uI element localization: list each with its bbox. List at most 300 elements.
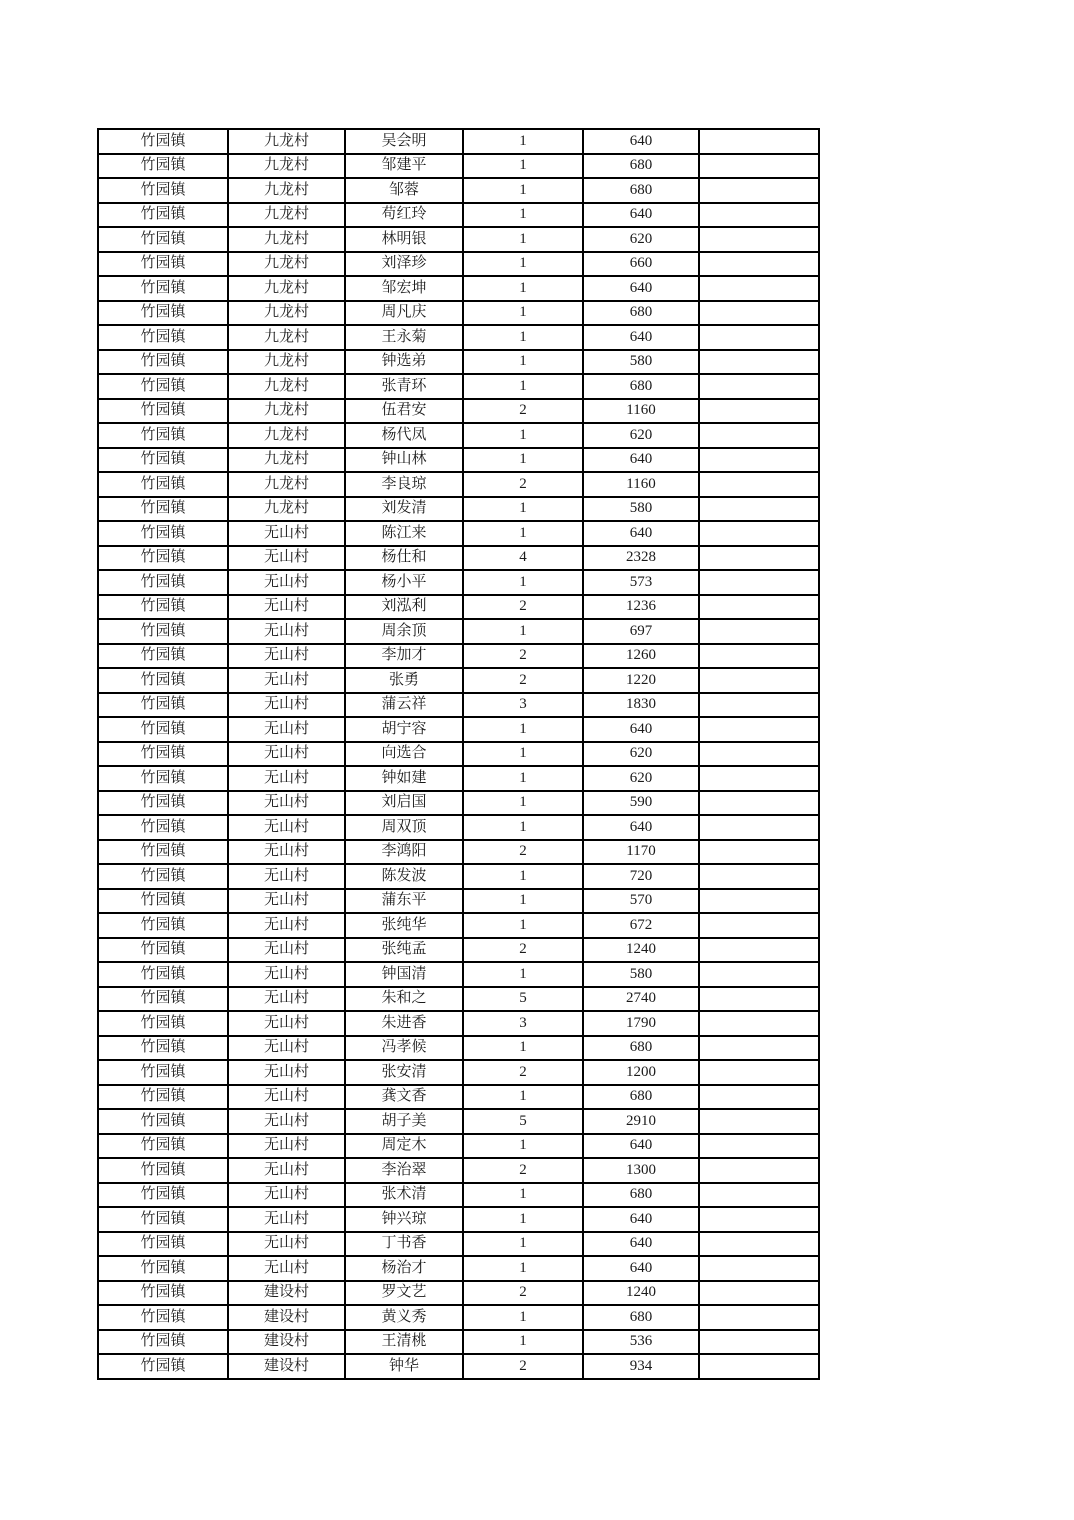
cell-village: 无山村 <box>228 815 345 840</box>
cell-town: 竹园镇 <box>98 399 228 424</box>
cell-town: 竹园镇 <box>98 913 228 938</box>
cell-blank <box>699 644 819 669</box>
cell-village: 无山村 <box>228 546 345 571</box>
cell-town: 竹园镇 <box>98 546 228 571</box>
cell-village: 无山村 <box>228 962 345 987</box>
table-row <box>98 766 819 791</box>
cell-blank <box>699 1158 819 1183</box>
cell-town: 竹园镇 <box>98 693 228 718</box>
cell-blank <box>699 154 819 179</box>
cell-count: 5 <box>463 1109 583 1134</box>
cell-blank <box>699 1060 819 1085</box>
cell-amount: 580 <box>583 962 699 987</box>
cell-amount: 934 <box>583 1354 699 1379</box>
cell-person-name: 丁书香 <box>345 1232 463 1257</box>
table-row <box>98 742 819 767</box>
cell-blank <box>699 1207 819 1232</box>
cell-village: 无山村 <box>228 742 345 767</box>
cell-village: 无山村 <box>228 938 345 963</box>
cell-count: 1 <box>463 570 583 595</box>
cell-blank <box>699 693 819 718</box>
cell-town: 竹园镇 <box>98 350 228 375</box>
cell-person-name: 张术清 <box>345 1183 463 1208</box>
cell-town: 竹园镇 <box>98 423 228 448</box>
cell-village: 建设村 <box>228 1305 345 1330</box>
cell-blank <box>699 668 819 693</box>
cell-person-name: 杨小平 <box>345 570 463 595</box>
cell-amount: 680 <box>583 1305 699 1330</box>
cell-person-name: 李治翠 <box>345 1158 463 1183</box>
cell-count: 1 <box>463 1085 583 1110</box>
cell-town: 竹园镇 <box>98 1036 228 1061</box>
cell-person-name: 朱和之 <box>345 987 463 1012</box>
cell-village: 九龙村 <box>228 276 345 301</box>
table-row <box>98 864 819 889</box>
cell-town: 竹园镇 <box>98 864 228 889</box>
cell-blank <box>699 1305 819 1330</box>
cell-town: 竹园镇 <box>98 448 228 473</box>
table-row <box>98 889 819 914</box>
cell-person-name: 刘泽珍 <box>345 252 463 277</box>
cell-person-name: 罗文艺 <box>345 1281 463 1306</box>
cell-blank <box>699 448 819 473</box>
table-row <box>98 325 819 350</box>
cell-count: 1 <box>463 521 583 546</box>
cell-blank <box>699 1354 819 1379</box>
cell-town: 竹园镇 <box>98 1183 228 1208</box>
cell-town: 竹园镇 <box>98 889 228 914</box>
cell-person-name: 周凡庆 <box>345 301 463 326</box>
cell-village: 九龙村 <box>228 301 345 326</box>
cell-village: 无山村 <box>228 889 345 914</box>
cell-person-name: 李鸿阳 <box>345 840 463 865</box>
cell-amount: 640 <box>583 521 699 546</box>
cell-blank <box>699 791 819 816</box>
cell-person-name: 蒲东平 <box>345 889 463 914</box>
cell-amount: 660 <box>583 252 699 277</box>
cell-blank <box>699 595 819 620</box>
table-row <box>98 815 819 840</box>
cell-person-name: 胡宁容 <box>345 717 463 742</box>
cell-village: 九龙村 <box>228 203 345 228</box>
cell-town: 竹园镇 <box>98 1085 228 1110</box>
cell-town: 竹园镇 <box>98 129 228 154</box>
cell-village: 无山村 <box>228 1036 345 1061</box>
cell-amount: 680 <box>583 301 699 326</box>
cell-person-name: 邹建平 <box>345 154 463 179</box>
cell-amount: 1160 <box>583 472 699 497</box>
table-row <box>98 717 819 742</box>
cell-village: 无山村 <box>228 693 345 718</box>
table-row <box>98 987 819 1012</box>
table-row <box>98 619 819 644</box>
cell-amount: 640 <box>583 203 699 228</box>
cell-blank <box>699 350 819 375</box>
cell-village: 无山村 <box>228 668 345 693</box>
cell-amount: 640 <box>583 1256 699 1281</box>
cell-village: 九龙村 <box>228 178 345 203</box>
cell-amount: 680 <box>583 1036 699 1061</box>
cell-village: 九龙村 <box>228 252 345 277</box>
cell-count: 1 <box>463 1134 583 1159</box>
cell-amount: 680 <box>583 1183 699 1208</box>
cell-count: 1 <box>463 448 583 473</box>
cell-count: 1 <box>463 1183 583 1208</box>
table-row <box>98 399 819 424</box>
cell-blank <box>699 497 819 522</box>
cell-village: 无山村 <box>228 570 345 595</box>
cell-blank <box>699 178 819 203</box>
cell-blank <box>699 840 819 865</box>
table-row <box>98 1232 819 1257</box>
table-row <box>98 1281 819 1306</box>
cell-person-name: 胡子美 <box>345 1109 463 1134</box>
cell-blank <box>699 889 819 914</box>
cell-blank <box>699 301 819 326</box>
cell-town: 竹园镇 <box>98 1256 228 1281</box>
cell-town: 竹园镇 <box>98 987 228 1012</box>
cell-blank <box>699 1134 819 1159</box>
cell-village: 无山村 <box>228 1158 345 1183</box>
cell-town: 竹园镇 <box>98 570 228 595</box>
cell-person-name: 杨仕和 <box>345 546 463 571</box>
cell-blank <box>699 938 819 963</box>
cell-village: 无山村 <box>228 1232 345 1257</box>
cell-amount: 1160 <box>583 399 699 424</box>
cell-amount: 570 <box>583 889 699 914</box>
cell-blank <box>699 987 819 1012</box>
cell-count: 2 <box>463 595 583 620</box>
cell-count: 2 <box>463 399 583 424</box>
cell-amount: 1236 <box>583 595 699 620</box>
cell-blank <box>699 815 819 840</box>
cell-blank <box>699 1183 819 1208</box>
cell-amount: 620 <box>583 227 699 252</box>
cell-amount: 640 <box>583 129 699 154</box>
cell-blank <box>699 1109 819 1134</box>
table-row <box>98 693 819 718</box>
cell-town: 竹园镇 <box>98 840 228 865</box>
cell-town: 竹园镇 <box>98 497 228 522</box>
table-row <box>98 546 819 571</box>
cell-person-name: 李加才 <box>345 644 463 669</box>
cell-person-name: 钟国清 <box>345 962 463 987</box>
cell-count: 1 <box>463 325 583 350</box>
cell-blank <box>699 399 819 424</box>
cell-count: 2 <box>463 1281 583 1306</box>
cell-amount: 1200 <box>583 1060 699 1085</box>
cell-village: 无山村 <box>228 1085 345 1110</box>
cell-blank <box>699 546 819 571</box>
cell-amount: 1830 <box>583 693 699 718</box>
cell-count: 1 <box>463 717 583 742</box>
cell-town: 竹园镇 <box>98 619 228 644</box>
cell-village: 无山村 <box>228 1183 345 1208</box>
cell-town: 竹园镇 <box>98 595 228 620</box>
table-row <box>98 178 819 203</box>
cell-count: 5 <box>463 987 583 1012</box>
cell-count: 1 <box>463 423 583 448</box>
cell-town: 竹园镇 <box>98 1330 228 1355</box>
cell-village: 无山村 <box>228 595 345 620</box>
cell-town: 竹园镇 <box>98 178 228 203</box>
cell-person-name: 冯孝候 <box>345 1036 463 1061</box>
table-row <box>98 252 819 277</box>
cell-count: 1 <box>463 350 583 375</box>
cell-count: 1 <box>463 864 583 889</box>
cell-count: 1 <box>463 276 583 301</box>
cell-town: 竹园镇 <box>98 227 228 252</box>
cell-village: 九龙村 <box>228 448 345 473</box>
cell-village: 九龙村 <box>228 374 345 399</box>
cell-town: 竹园镇 <box>98 154 228 179</box>
cell-count: 1 <box>463 252 583 277</box>
cell-count: 1 <box>463 129 583 154</box>
cell-amount: 640 <box>583 325 699 350</box>
cell-town: 竹园镇 <box>98 374 228 399</box>
table-row <box>98 472 819 497</box>
cell-town: 竹园镇 <box>98 1281 228 1306</box>
table-row <box>98 668 819 693</box>
cell-person-name: 向选合 <box>345 742 463 767</box>
cell-blank <box>699 1330 819 1355</box>
cell-blank <box>699 766 819 791</box>
cell-village: 无山村 <box>228 766 345 791</box>
table-row <box>98 791 819 816</box>
cell-blank <box>699 276 819 301</box>
cell-count: 3 <box>463 693 583 718</box>
cell-count: 1 <box>463 154 583 179</box>
cell-amount: 720 <box>583 864 699 889</box>
cell-person-name: 吴会明 <box>345 129 463 154</box>
cell-blank <box>699 325 819 350</box>
cell-blank <box>699 913 819 938</box>
cell-person-name: 杨治才 <box>345 1256 463 1281</box>
cell-village: 九龙村 <box>228 497 345 522</box>
cell-village: 九龙村 <box>228 154 345 179</box>
cell-person-name: 蒲云祥 <box>345 693 463 718</box>
cell-person-name: 杨代凤 <box>345 423 463 448</box>
cell-village: 无山村 <box>228 1109 345 1134</box>
cell-count: 1 <box>463 497 583 522</box>
cell-count: 1 <box>463 1256 583 1281</box>
cell-count: 2 <box>463 668 583 693</box>
cell-town: 竹园镇 <box>98 766 228 791</box>
cell-village: 无山村 <box>228 1060 345 1085</box>
cell-person-name: 刘发清 <box>345 497 463 522</box>
cell-village: 九龙村 <box>228 399 345 424</box>
cell-person-name: 刘泓利 <box>345 595 463 620</box>
cell-town: 竹园镇 <box>98 938 228 963</box>
cell-amount: 1220 <box>583 668 699 693</box>
cell-village: 九龙村 <box>228 129 345 154</box>
cell-town: 竹园镇 <box>98 203 228 228</box>
cell-blank <box>699 1256 819 1281</box>
cell-count: 1 <box>463 766 583 791</box>
cell-amount: 2740 <box>583 987 699 1012</box>
cell-count: 1 <box>463 889 583 914</box>
cell-village: 无山村 <box>228 987 345 1012</box>
cell-village: 无山村 <box>228 1134 345 1159</box>
cell-village: 无山村 <box>228 840 345 865</box>
table-row <box>98 1085 819 1110</box>
table-row <box>98 203 819 228</box>
cell-town: 竹园镇 <box>98 276 228 301</box>
cell-count: 2 <box>463 938 583 963</box>
cell-person-name: 苟红玲 <box>345 203 463 228</box>
cell-amount: 1240 <box>583 938 699 963</box>
cell-count: 1 <box>463 1036 583 1061</box>
cell-town: 竹园镇 <box>98 1011 228 1036</box>
cell-village: 无山村 <box>228 1207 345 1232</box>
cell-village: 九龙村 <box>228 325 345 350</box>
cell-town: 竹园镇 <box>98 1060 228 1085</box>
cell-count: 1 <box>463 815 583 840</box>
cell-person-name: 钟山林 <box>345 448 463 473</box>
cell-blank <box>699 1085 819 1110</box>
cell-amount: 640 <box>583 1232 699 1257</box>
table-row <box>98 840 819 865</box>
cell-person-name: 邹蓉 <box>345 178 463 203</box>
cell-blank <box>699 423 819 448</box>
cell-blank <box>699 1036 819 1061</box>
cell-village: 无山村 <box>228 1256 345 1281</box>
cell-village: 无山村 <box>228 521 345 546</box>
cell-amount: 680 <box>583 1085 699 1110</box>
cell-blank <box>699 1281 819 1306</box>
cell-town: 竹园镇 <box>98 1158 228 1183</box>
cell-person-name: 李良琼 <box>345 472 463 497</box>
cell-amount: 640 <box>583 276 699 301</box>
cell-person-name: 伍君安 <box>345 399 463 424</box>
cell-town: 竹园镇 <box>98 1207 228 1232</box>
cell-town: 竹园镇 <box>98 1232 228 1257</box>
cell-amount: 1300 <box>583 1158 699 1183</box>
cell-blank <box>699 570 819 595</box>
table-row <box>98 1330 819 1355</box>
cell-amount: 640 <box>583 448 699 473</box>
cell-town: 竹园镇 <box>98 962 228 987</box>
cell-village: 九龙村 <box>228 472 345 497</box>
cell-amount: 2910 <box>583 1109 699 1134</box>
cell-person-name: 朱进香 <box>345 1011 463 1036</box>
cell-village: 九龙村 <box>228 350 345 375</box>
table-row <box>98 497 819 522</box>
cell-town: 竹园镇 <box>98 791 228 816</box>
cell-amount: 536 <box>583 1330 699 1355</box>
cell-count: 1 <box>463 1232 583 1257</box>
cell-amount: 590 <box>583 791 699 816</box>
table-row <box>98 301 819 326</box>
cell-amount: 580 <box>583 497 699 522</box>
cell-amount: 672 <box>583 913 699 938</box>
table-row <box>98 1011 819 1036</box>
cell-count: 1 <box>463 619 583 644</box>
cell-amount: 1240 <box>583 1281 699 1306</box>
cell-amount: 2328 <box>583 546 699 571</box>
table-row <box>98 595 819 620</box>
table-row <box>98 350 819 375</box>
cell-village: 无山村 <box>228 619 345 644</box>
table-row <box>98 521 819 546</box>
cell-person-name: 黄义秀 <box>345 1305 463 1330</box>
cell-blank <box>699 864 819 889</box>
cell-blank <box>699 619 819 644</box>
cell-count: 2 <box>463 1060 583 1085</box>
cell-amount: 680 <box>583 178 699 203</box>
cell-count: 1 <box>463 203 583 228</box>
cell-person-name: 邹宏坤 <box>345 276 463 301</box>
cell-person-name: 张青环 <box>345 374 463 399</box>
cell-count: 1 <box>463 178 583 203</box>
cell-blank <box>699 717 819 742</box>
cell-count: 1 <box>463 742 583 767</box>
cell-blank <box>699 1232 819 1257</box>
cell-person-name: 王清桃 <box>345 1330 463 1355</box>
cell-blank <box>699 962 819 987</box>
cell-person-name: 刘启国 <box>345 791 463 816</box>
cell-town: 竹园镇 <box>98 301 228 326</box>
cell-count: 1 <box>463 913 583 938</box>
cell-town: 竹园镇 <box>98 1305 228 1330</box>
table-row <box>98 962 819 987</box>
cell-blank <box>699 374 819 399</box>
cell-amount: 640 <box>583 815 699 840</box>
cell-person-name: 钟选弟 <box>345 350 463 375</box>
cell-town: 竹园镇 <box>98 252 228 277</box>
table-row <box>98 227 819 252</box>
cell-count: 3 <box>463 1011 583 1036</box>
cell-amount: 640 <box>583 1207 699 1232</box>
cell-person-name: 陈江来 <box>345 521 463 546</box>
table-row <box>98 154 819 179</box>
cell-person-name: 陈发波 <box>345 864 463 889</box>
cell-count: 1 <box>463 1207 583 1232</box>
cell-amount: 1170 <box>583 840 699 865</box>
table-row <box>98 1134 819 1159</box>
cell-blank <box>699 252 819 277</box>
cell-town: 竹园镇 <box>98 644 228 669</box>
cell-person-name: 林明银 <box>345 227 463 252</box>
table-row <box>98 1109 819 1134</box>
table-row <box>98 276 819 301</box>
cell-village: 九龙村 <box>228 423 345 448</box>
cell-person-name: 周余顶 <box>345 619 463 644</box>
cell-blank <box>699 1011 819 1036</box>
cell-count: 1 <box>463 301 583 326</box>
cell-person-name: 王永菊 <box>345 325 463 350</box>
cell-village: 无山村 <box>228 864 345 889</box>
cell-person-name: 张安清 <box>345 1060 463 1085</box>
cell-count: 1 <box>463 374 583 399</box>
cell-person-name: 龚文香 <box>345 1085 463 1110</box>
cell-blank <box>699 472 819 497</box>
table-body <box>98 129 819 1379</box>
table-row <box>98 913 819 938</box>
cell-blank <box>699 227 819 252</box>
cell-amount: 1260 <box>583 644 699 669</box>
cell-village: 建设村 <box>228 1281 345 1306</box>
cell-village: 建设村 <box>228 1330 345 1355</box>
cell-count: 1 <box>463 227 583 252</box>
table-row <box>98 1158 819 1183</box>
table-row <box>98 1036 819 1061</box>
cell-count: 2 <box>463 840 583 865</box>
cell-amount: 573 <box>583 570 699 595</box>
cell-count: 1 <box>463 791 583 816</box>
cell-amount: 1790 <box>583 1011 699 1036</box>
cell-count: 1 <box>463 1305 583 1330</box>
